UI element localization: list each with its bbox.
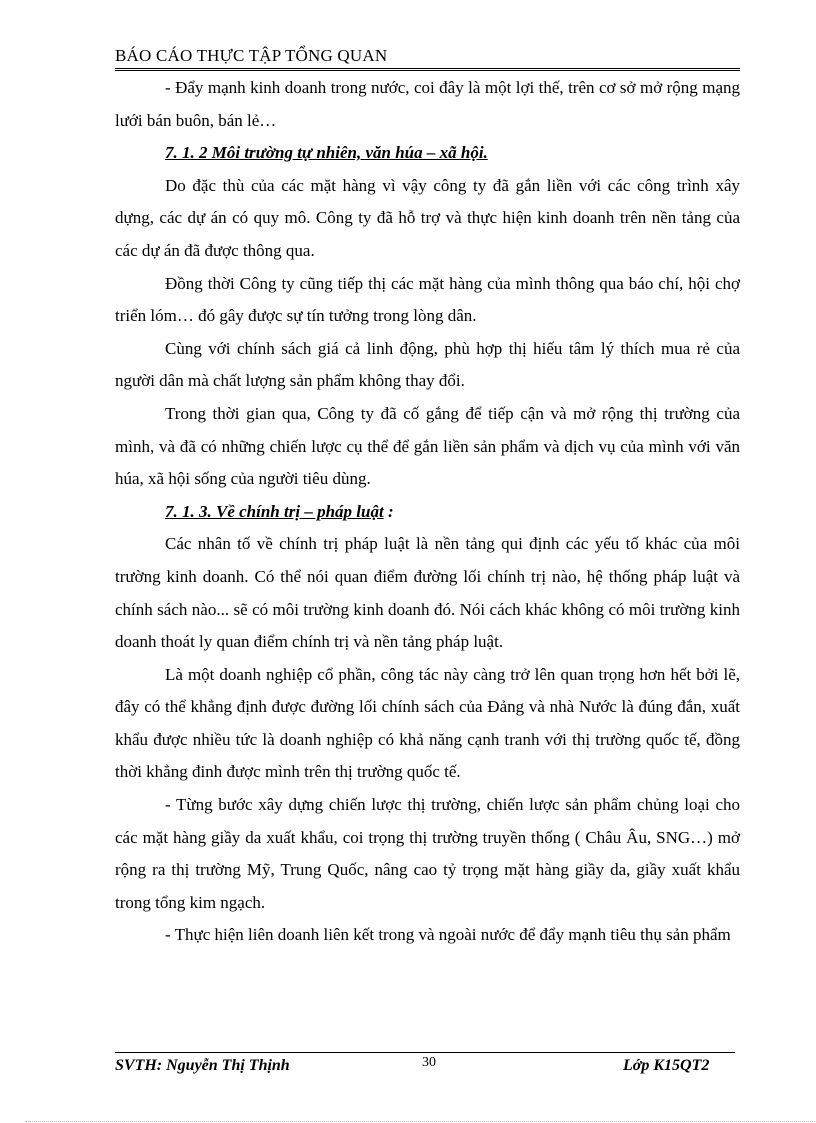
paragraph-business-expansion: - Đẩy mạnh kinh doanh trong nước, coi đây là một lợi thế, trên cơ sở mở rộng mạng lưới bán buôn, bán lẻ… [115,78,740,130]
document-body [115,72,740,952]
paragraph-joint-venture: - Thực hiện liên doanh liên kết trong và ngoài nước để đẩy mạnh tiêu thụ sản phẩm [165,925,731,945]
page-number: 30 [422,1055,436,1070]
paragraph-marketing: Đồng thời Công ty cũng tiếp thị các mặt hàng của mình thông qua báo chí, hội chợ triển lóm… đó gây được sự tín tưởng trong lòng dân. [115,273,740,326]
footer-student-name: SVTH: Nguyễn Thị Thịnh [115,1057,290,1074]
paragraph-pricing-policy: Cùng với chính sách giá cả linh động, phù hợp thị hiếu tâm lý thích mua rẻ của người dân mà chất lượng sản phẩm không thay đổi. [115,338,740,391]
paragraph-market-strategy: Trong thời gian qua, Công ty đã cố gắng để tiếp cận và mở rộng thị trường của mình, và đã có những chiến lược cụ thể để gắn liền sản phẩm và dịch vụ của mình với văn húa, xã hội sống của người tiêu dùng. [115,403,740,489]
section-heading-natural-environment-text: 7. 1. 2 Môi trường tự nhiên, văn húa – xã hội. [165,143,488,163]
section-heading-politics-law [115,496,740,529]
paragraph-joint-stock-company: Là một doanh nghiệp cổ phần, công tác này càng trở lên quan trọng hơn hết bởi lẽ, đây có thể khẳng định được đường lối chính sách của Đảng và nhà Nước là đúng đắn, xuất khẩu được nhiều tức là doanh nghiệp có khả năng cạnh tranh với thị trường quốc tế, đồng thời khẳng đinh được mình trên thị trường quốc tế. [115,664,740,782]
header-rule [115,68,740,71]
section-heading-colon: : [387,501,394,521]
page-edge-dotted-line [25,1121,815,1122]
footer-class: Lớp K15QT2 [623,1057,710,1074]
footer-rule [115,1052,735,1053]
header-title: BÁO CÁO THỰC TẬP TỔNG QUAN [115,46,388,65]
section-heading-politics-law-text: 7. 1. 3. Về chính trị – pháp luật [165,501,384,521]
paragraph-product-characteristics: Do đặc thù của các mặt hàng vì vậy công ty đã gắn liền với các công trình xây dựng, các dự án có quy mô. Công ty đã hỗ trợ và thực hiện kinh doanh trên nền tảng của các dự án đã được thông qua. [115,175,740,260]
paragraph-political-factors: Các nhân tố về chính trị pháp luật là nền tảng qui định các yếu tố khác của môi trường kinh doanh. Có thể nói quan điểm đường lối chính trị nào, hệ thống pháp luật và chính sách nào... sẽ có môi trường kinh doanh đó. Nói cách khác không có môi trường kinh doanh thoát ly quan điểm chính trị và nền tảng pháp luật. [115,534,740,652]
paragraph-market-development: - Từng bước xây dựng chiến lược thị trường, chiến lược sản phẩm chủng loại cho các mặt hàng giầy da xuất khẩu, coi trọng thị trường truyền thống ( Châu Âu, SNG…) mở rộng ra thị trường Mỹ, Trung Quốc, nâng cao tỷ trọng mặt hàng giầy da, giầy xuất khẩu trong tổng kim ngạch. [115,795,740,912]
section-heading-natural-environment [115,137,740,170]
